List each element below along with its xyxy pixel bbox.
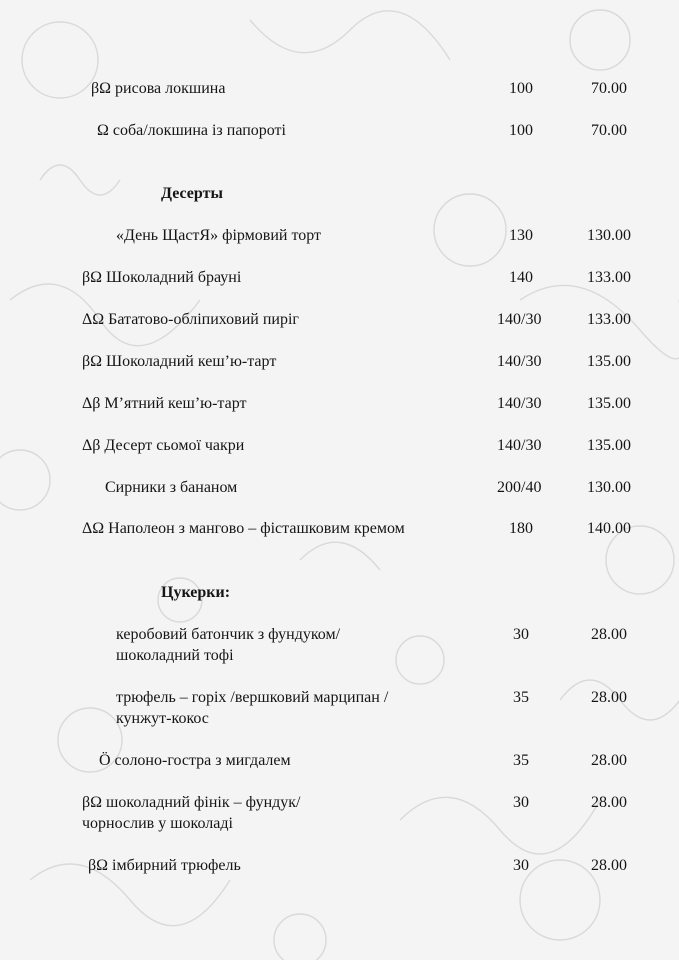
dessert-item-price: 130.00 [587, 227, 631, 244]
candy-item-weight: 30 [513, 626, 529, 643]
candy-item-weight: 30 [513, 794, 529, 811]
candies-heading: Цукерки: [161, 584, 231, 601]
candy-item-weight: 35 [513, 752, 529, 769]
candy-item-price: 28.00 [591, 752, 627, 769]
candy-item-price: 28.00 [591, 794, 627, 811]
dessert-item-name: βΩ Шоколадний брауні [82, 269, 242, 286]
dessert-item-name: ΔΩ Бататово-обліпиховий пиріг [82, 311, 299, 328]
dessert-item-name: Δβ М’ятний кеш’ю-тарт [82, 395, 247, 412]
candy-item-name-line1: трюфель – горіх /вершковий марципан / [116, 689, 389, 706]
candy-item-price: 28.00 [591, 857, 627, 874]
dessert-item-name: Сирники з бананом [105, 479, 238, 496]
candy-item-weight: 30 [513, 857, 529, 874]
dessert-item-weight: 140/30 [497, 395, 542, 412]
candy-item-price: 28.00 [591, 626, 627, 643]
dessert-item-weight: 140 [509, 269, 533, 286]
menu-item-weight: 100 [509, 122, 533, 139]
dessert-item-weight: 140/30 [497, 353, 542, 370]
candy-item-name: Ö солоно-гостра з мигдалем [99, 752, 291, 769]
menu-item-weight: 100 [509, 80, 533, 97]
candy-item-name-line2: шоколадний тофі [116, 647, 234, 664]
candy-item-name: βΩ імбирний трюфель [88, 857, 241, 874]
dessert-item-price: 133.00 [587, 269, 631, 286]
menu-item-name: Ω соба/локшина із папороті [97, 122, 286, 139]
dessert-item-weight: 200/40 [497, 479, 542, 496]
candy-item-price: 28.00 [591, 689, 627, 706]
dessert-item-weight: 180 [509, 520, 533, 537]
desserts-heading: Десерты [161, 185, 223, 202]
candy-item-name-line2: кунжут-кокос [116, 710, 209, 727]
candy-item-name-line2: чорнослив у шоколаді [82, 815, 233, 832]
dessert-item-price: 135.00 [587, 437, 631, 454]
menu-item-price: 70.00 [591, 80, 627, 97]
dessert-item-price: 130.00 [587, 479, 631, 496]
dessert-item-name: Δβ Десерт сьомої чакри [82, 437, 245, 454]
candy-item-name-line1: βΩ шоколадний фінік – фундук/ [82, 794, 301, 811]
candy-item-weight: 35 [513, 689, 529, 706]
dessert-item-name: ΔΩ Наполеон з мангово – фісташковим кремом [82, 520, 405, 537]
dessert-item-name: «День ЩастЯ» фірмовий торт [116, 227, 322, 244]
dessert-item-weight: 140/30 [497, 437, 542, 454]
dessert-item-price: 133.00 [587, 311, 631, 328]
menu-item-name: βΩ рисова локшина [91, 80, 226, 97]
candy-item-name-line1: керобовий батончик з фундуком/ [116, 626, 341, 643]
dessert-item-price: 140.00 [587, 520, 631, 537]
dessert-item-weight: 130 [509, 227, 533, 244]
dessert-item-price: 135.00 [587, 395, 631, 412]
dessert-item-name: βΩ Шоколадний кеш’ю-тарт [82, 353, 277, 370]
dessert-item-price: 135.00 [587, 353, 631, 370]
menu-item-price: 70.00 [591, 122, 627, 139]
dessert-item-weight: 140/30 [497, 311, 542, 328]
